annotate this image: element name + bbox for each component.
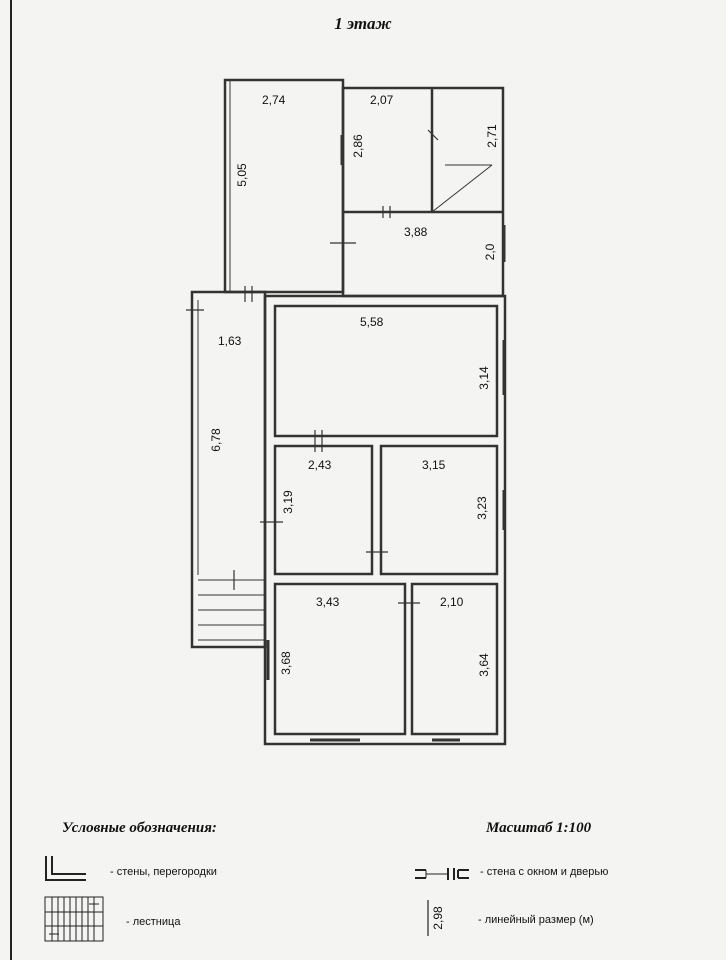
dim-2-10: 2,10 [440,595,464,609]
dim-2-86: 2,86 [351,134,365,158]
room-top-right-block [343,88,503,296]
legend-window-door-text: - стена с окном и дверью [480,866,609,878]
dimension-icon [424,898,450,938]
scale-label: Масштаб 1:100 [486,820,592,836]
floor-title: 1 этаж [334,14,392,33]
dim-2-07: 2,07 [370,93,394,107]
legend-walls-text: - стены, перегородки [110,866,217,878]
legend-dimension-text: - линейный размер (м) [478,914,594,926]
dim-3-43: 3,43 [316,595,340,609]
room-main-block [265,296,505,744]
dim-3-14: 3,14 [477,366,491,390]
dimension-sample: 2,98 [431,906,445,930]
dim-5-05: 5,05 [235,163,249,187]
dim-2-43: 2,43 [308,458,332,472]
walls-icon [44,854,88,884]
dim-3-23: 3,23 [475,496,489,520]
dim-3-68: 3,68 [279,651,293,675]
legend-stairs-text: - лестница [126,916,181,928]
dim-3-19: 3,19 [281,490,295,514]
dim-2-74: 2,74 [262,93,286,107]
dim-3-64: 3,64 [477,653,491,677]
dim-3-88: 3,88 [404,225,428,239]
dim-3-15: 3,15 [422,458,446,472]
room-bottom-left [275,584,405,734]
dim-6-78: 6,78 [209,428,223,452]
room-large [275,306,497,436]
dim-5-58: 5,58 [360,315,384,329]
window-door-icon [414,864,470,884]
dim-2-0: 2,0 [483,243,497,261]
dim-1-63: 1,63 [218,334,242,348]
dim-2-71: 2,71 [485,124,499,148]
stairs-icon [44,896,104,942]
legend-title: Условные обозначения: [62,820,217,836]
